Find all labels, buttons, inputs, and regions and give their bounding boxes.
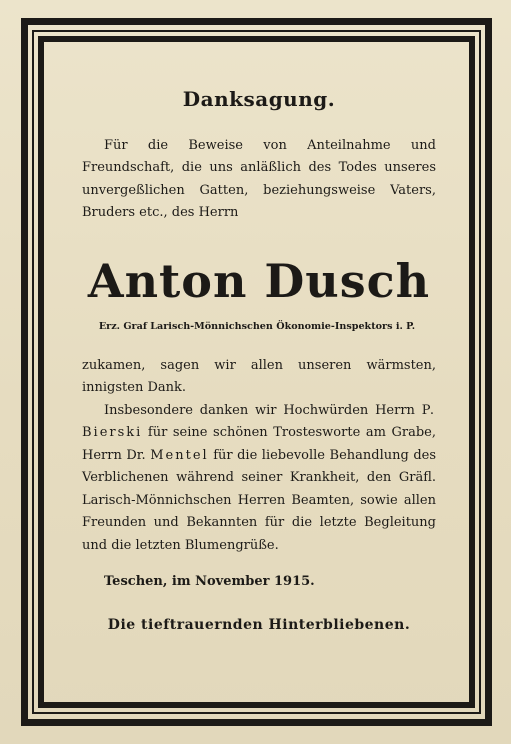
special-thanks-paragraph xyxy=(82,400,436,558)
special-thanks-text-1: Insbesondere danken wir Hochwürden Herrn xyxy=(104,402,422,418)
special-thanks-text-2: für seine schönen Trostesworte am Grabe, Herrn Dr. xyxy=(82,425,436,463)
dateline: Teschen, im November 1915. xyxy=(104,574,315,589)
thanks-paragraph: zukamen, sagen wir allen unseren wärmsten, innigsten Dank. xyxy=(82,357,436,395)
special-thanks-text-3: für die liebevolle Behandlung des Verblichenen während seiner Krankheit, den Gräfl. Larisch-Mönnichschen Herren Beamten, sowie allen Freunden und Bekannten für die letzte Begleitung und die letzten Blumengrüße. xyxy=(82,447,437,553)
signature: Die tieftrauernden Hinterbliebenen. xyxy=(107,616,411,633)
notice-title: Danksagung. xyxy=(182,87,336,111)
notice-body xyxy=(82,70,436,636)
priest-name: P. Bierski xyxy=(82,402,436,440)
intro-paragraph: Für die Beweise von Anteilnahme und Freundschaft, die uns anläßlich des Todes unseres unvergeßlichen Gatten, beziehungsweise Vaters, Bruders etc., des Herrn xyxy=(82,137,436,220)
deceased-name: Anton Dusch xyxy=(87,253,431,308)
deceased-rank: Erz. Graf Larisch-Mönnichschen Ökonomie-Inspektors i. P. xyxy=(98,320,416,332)
doctor-name: Mentel xyxy=(150,447,209,463)
